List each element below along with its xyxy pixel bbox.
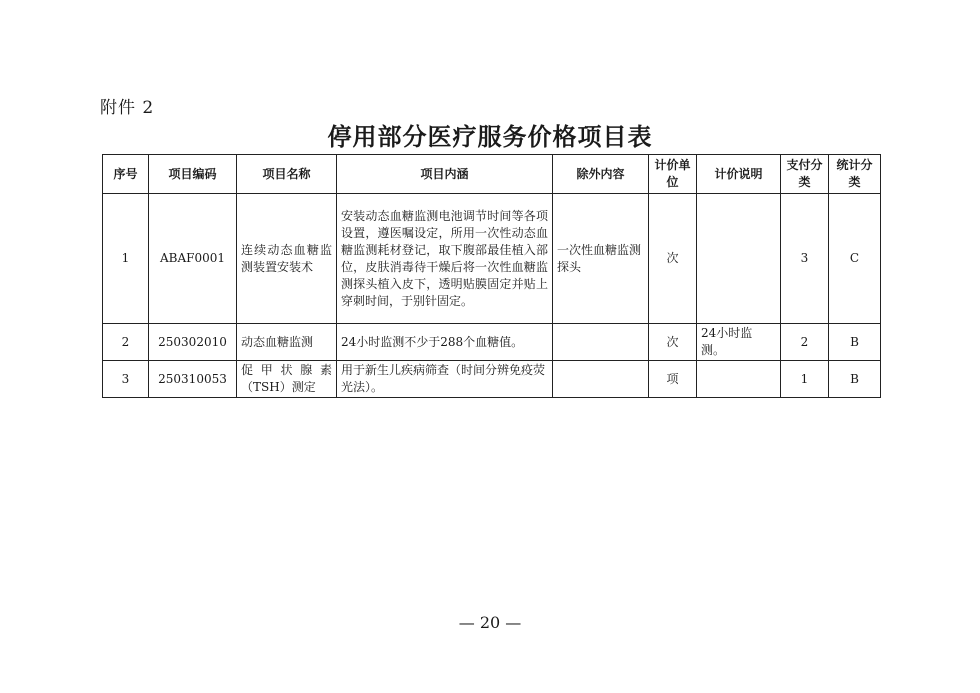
cell-stat-class: B — [829, 361, 881, 398]
cell-pricing-note: 24小时监测。 — [697, 324, 781, 361]
cell-pricing-note — [697, 194, 781, 324]
cell-payment-class: 3 — [781, 194, 829, 324]
table-row — [103, 194, 881, 324]
document-title: 停用部分医疗服务价格项目表 — [327, 122, 653, 151]
cell-unit: 次 — [649, 324, 697, 361]
cell-excluded — [553, 324, 649, 361]
cell-excluded: 一次性血糖监测探头 — [553, 194, 649, 324]
cell-stat-class: C — [829, 194, 881, 324]
cell-content: 用于新生儿疾病筛查（时间分辨免疫荧光法）。 — [337, 361, 553, 398]
cell-seq: 1 — [103, 194, 149, 324]
cell-seq: 3 — [103, 361, 149, 398]
table-row — [103, 324, 881, 361]
table-row — [103, 361, 881, 398]
cell-excluded — [553, 361, 649, 398]
cell-code: ABAF0001 — [149, 194, 237, 324]
header-name: 项目名称 — [237, 155, 337, 194]
header-unit: 计价单位 — [649, 155, 697, 194]
cell-name: 动态血糖监测 — [237, 324, 337, 361]
cell-pricing-note — [697, 361, 781, 398]
header-content: 项目内涵 — [337, 155, 553, 194]
page-number: — 20 — — [458, 613, 522, 632]
table-header-row — [103, 155, 881, 194]
cell-name: 促甲状腺素（TSH）测定 — [237, 361, 337, 398]
cell-payment-class: 2 — [781, 324, 829, 361]
cell-payment-class: 1 — [781, 361, 829, 398]
cell-stat-class: B — [829, 324, 881, 361]
header-pricing-note: 计价说明 — [697, 155, 781, 194]
cell-code: 250302010 — [149, 324, 237, 361]
cell-unit: 项 — [649, 361, 697, 398]
header-seq: 序号 — [103, 155, 149, 194]
cell-name: 连续动态血糖监测装置安装术 — [237, 194, 337, 324]
cell-code: 250310053 — [149, 361, 237, 398]
attachment-label: 附件 2 — [100, 98, 155, 118]
header-stat-class: 统计分类 — [829, 155, 881, 194]
cell-seq: 2 — [103, 324, 149, 361]
cell-content: 安装动态血糖监测电池调节时间等各项设置，遵医嘱设定，所用一次性动态血糖监测耗材登记，取下腹部最佳植入部位，皮肤消毒待干燥后将一次性血糖监测探头植入皮下，透明贴膜固定并贴上穿刺时间，于别针固定。 — [337, 194, 553, 324]
price-item-table — [102, 154, 881, 398]
cell-content: 24小时监测不少于288个血糖值。 — [337, 324, 553, 361]
cell-unit: 次 — [649, 194, 697, 324]
header-excluded: 除外内容 — [553, 155, 649, 194]
header-payment-class: 支付分类 — [781, 155, 829, 194]
header-code: 项目编码 — [149, 155, 237, 194]
